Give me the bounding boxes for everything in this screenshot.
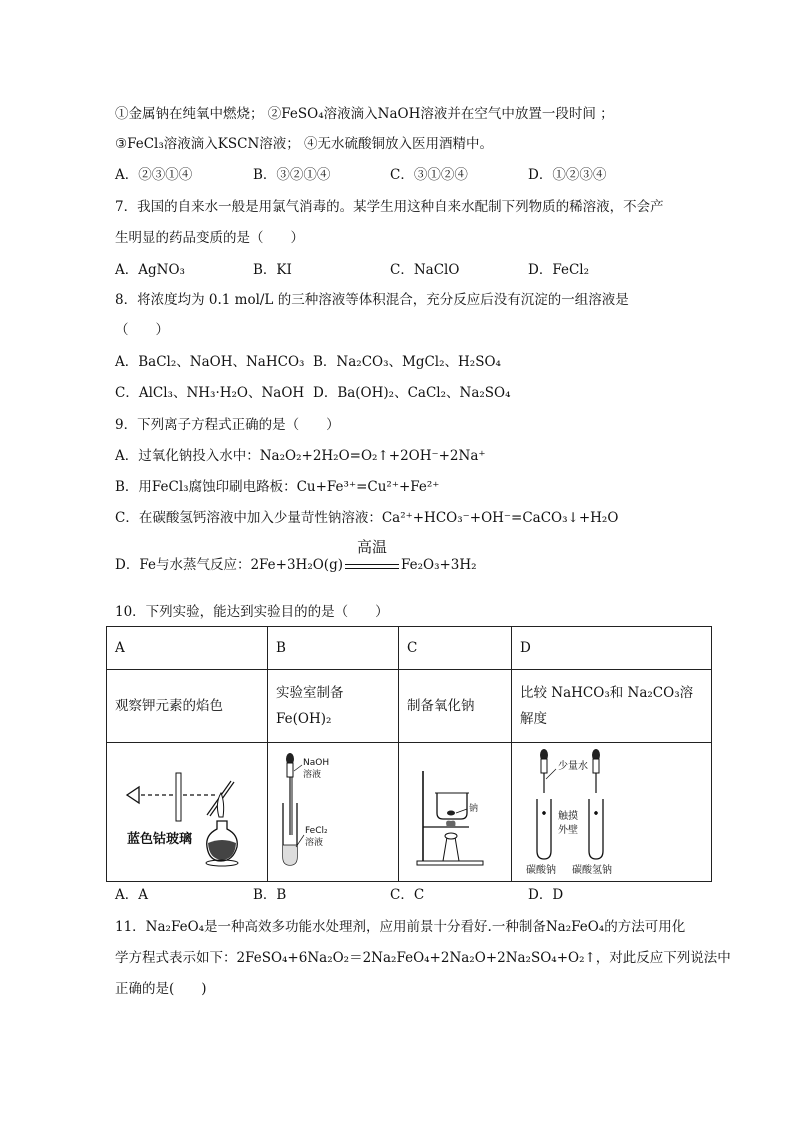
figure-a-cell (107, 743, 268, 882)
fecl2-label: FeCl₂ (305, 826, 328, 836)
q9-option-d-reactants: D．Fe与水蒸气反应：2Fe+3H₂O(g) (115, 557, 343, 573)
table-header-row (107, 627, 712, 670)
header-b: B (268, 627, 399, 670)
purpose-d-line1: 比较 NaHCO₃和 Na₂CO₃溶 (520, 685, 694, 701)
q7-line2: 生明显的药品变质的是（ ） (115, 230, 304, 246)
q11-line3: 正确的是( ) (115, 981, 207, 997)
sodium-label: 钠 (469, 804, 479, 814)
q10-option-a[interactable]: A．A (115, 887, 148, 903)
double-line (345, 564, 399, 569)
q7-option-c[interactable]: C．NaClO (390, 262, 460, 278)
q9-option-a[interactable]: A．过氧化钠投入水中：Na₂O₂+2H₂O=O₂↑+2OH⁻+2Na⁺ (115, 448, 486, 464)
solubility-figure (520, 743, 703, 877)
q7-option-d[interactable]: D．FeCl₂ (528, 262, 590, 278)
ferrous-hydroxide-figure (276, 743, 390, 877)
purpose-d-line2: 解度 (520, 711, 547, 727)
q7-option-a[interactable]: A．AgNO₃ (115, 262, 185, 278)
q10-stem: 10．下列实验，能达到实验目的的是（ ） (115, 604, 389, 620)
q11-line2: 学方程式表示如下：2FeSO₄+6Na₂O₂＝2Na₂FeO₄+2Na₂O+2Na₂SO₄+O₂↑，对此反应下列说法中 (115, 950, 731, 966)
flame-test-figure (115, 743, 259, 877)
q10-option-b[interactable]: B．B (253, 887, 287, 903)
purpose-b-line1: 实验室制备 (276, 685, 344, 701)
q8-line1: 8．将浓度均为 0.1 mol/L 的三种溶液等体积混合，充分反应后没有沉淀的一组溶液是 (115, 292, 629, 308)
q8-option-c[interactable]: C．AlCl₃、NH₃·H₂O、NaOH (115, 385, 305, 401)
purpose-a: 观察钾元素的焰色 (107, 670, 268, 743)
fecl2-solution-label: 溶液 (305, 838, 324, 848)
q8-option-b[interactable]: B．Na₂CO₃、MgCl₂、H₂SO₄ (313, 354, 501, 370)
touch-label: 触摸 (558, 811, 578, 822)
q8-option-a[interactable]: A．BaCl₂、NaOH、NaHCO₃ (115, 354, 305, 370)
figure-d-cell (512, 743, 712, 882)
q9-option-c[interactable]: C．在碳酸氢钙溶液中加入少量苛性钠溶液：Ca²⁺+HCO₃⁻+OH⁻=CaCO₃↓+H₂O (115, 510, 619, 526)
reaction-condition (343, 538, 401, 574)
purpose-d (512, 670, 712, 743)
q9-option-d[interactable] (115, 538, 477, 574)
q6-option-c[interactable]: C．③①②④ (390, 167, 468, 183)
q9-stem: 9．下列离子方程式正确的是（ ） (115, 417, 340, 433)
q6-line1: ①金属钠在纯氧中燃烧； ②FeSO₄溶液滴入NaOH溶液并在空气中放置一段时间 ； (115, 106, 614, 122)
purpose-b (268, 670, 399, 743)
cobalt-glass-label: 蓝色钴玻璃 (127, 832, 193, 847)
q8-line2: （ ） (115, 322, 169, 338)
q8-option-d[interactable]: D．Ba(OH)₂、CaCl₂、Na₂SO₄ (313, 385, 511, 401)
q6-option-d[interactable]: D．①②③④ (528, 167, 607, 183)
q7-option-b[interactable]: B．KI (253, 262, 292, 278)
purpose-c: 制备氧化钠 (399, 670, 512, 743)
naoh-label: NaOH (303, 758, 330, 768)
sodium-bicarbonate-label: 碳酸氢钠 (572, 865, 612, 876)
experiment-table (106, 626, 712, 882)
q9-option-b[interactable]: B．用FeCl₃腐蚀印刷电路板：Cu+Fe³⁺=Cu²⁺+Fe²⁺ (115, 479, 440, 495)
sodium-heating-figure (407, 743, 503, 877)
outer-wall-label: 外壁 (558, 825, 578, 836)
sodium-carbonate-label: 碳酸钠 (526, 865, 556, 876)
q6-option-a[interactable]: A．②③①④ (115, 167, 193, 183)
condition-label: 高温 (356, 538, 387, 556)
q11-line1: 11．Na₂FeO₄是一种高效多功能水处理剂，应用前景十分看好.一种制备Na₂FeO₄的方法可用化 (115, 919, 686, 935)
q6-option-b[interactable]: B．③②①④ (253, 167, 331, 183)
figure-row (107, 743, 712, 882)
figure-c-cell (399, 743, 512, 882)
q7-line1: 7．我国的自来水一般是用氯气消毒的。某学生用这种自来水配制下列物质的稀溶液，不会产 (115, 199, 664, 215)
q10-option-c[interactable]: C．C (390, 887, 425, 903)
q6-line2: ③FeCl₃溶液滴入KSCN溶液； ④无水硫酸铜放入医用酒精中。 (115, 136, 494, 152)
header-c: C (399, 627, 512, 670)
q10-option-d[interactable]: D．D (528, 887, 564, 903)
header-a: A (107, 627, 268, 670)
water-label: 少量水 (558, 761, 588, 772)
purpose-b-line2: Fe(OH)₂ (276, 711, 332, 727)
header-d: D (512, 627, 712, 670)
naoh-solution-label: 溶液 (303, 770, 322, 780)
figure-b-cell (268, 743, 399, 882)
q9-option-d-products: Fe₂O₃+3H₂ (400, 557, 477, 573)
purpose-row (107, 670, 712, 743)
